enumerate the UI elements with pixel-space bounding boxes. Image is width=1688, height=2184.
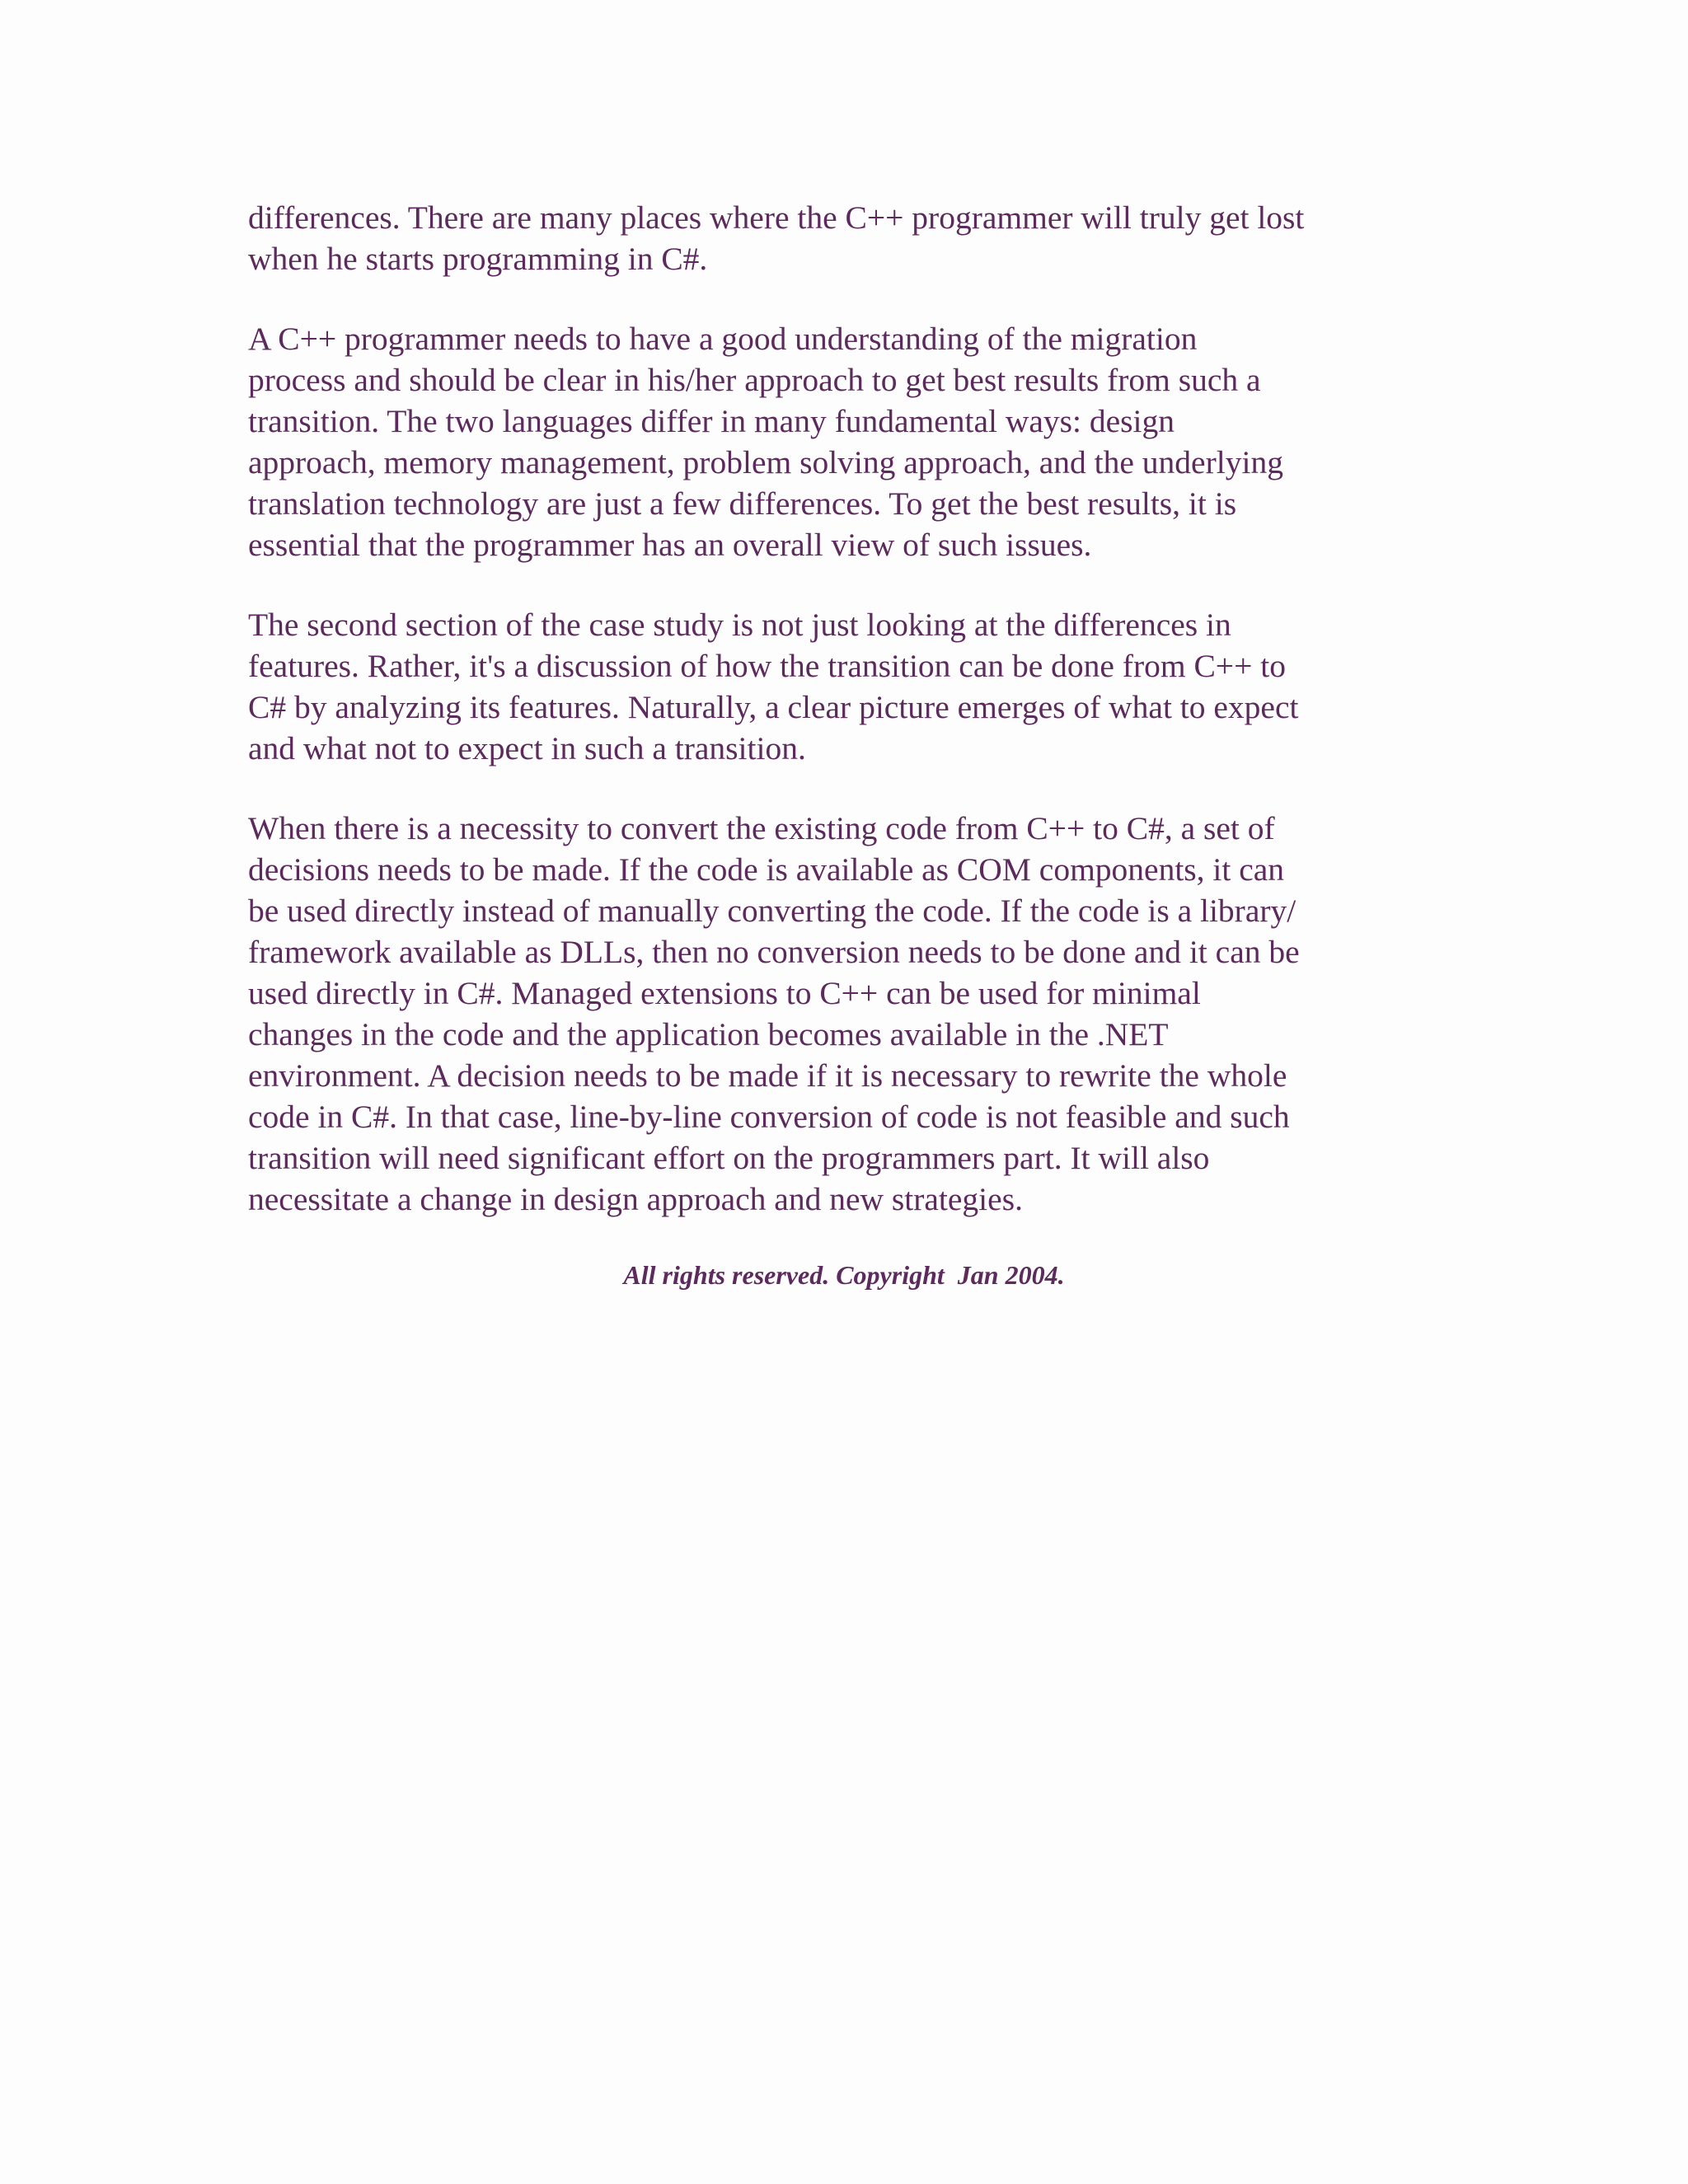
text-line: changes in the code and the application becomes available in the .NET: [248, 1016, 1169, 1052]
text-line: approach, memory management, problem solving approach, and the underlying: [248, 444, 1283, 480]
paragraph-spacer: [248, 565, 1451, 604]
paragraph-3: [248, 604, 1451, 769]
text-line: be used directly instead of manually converting the code. If the code is a library/: [248, 893, 1296, 929]
paragraph-2: [248, 318, 1451, 565]
paragraph-spacer: [248, 769, 1451, 808]
text-line: environment. A decision needs to be made if it is necessary to rewrite the whole: [248, 1057, 1287, 1094]
text-line: C# by analyzing its features. Naturally, a clear picture emerges of what to expect: [248, 689, 1299, 725]
text-line: decisions needs to be made. If the code is available as COM components, it can: [248, 851, 1285, 888]
copyright-footer: All rights reserved. Copyright Jan 2004.: [623, 1260, 1065, 1290]
paragraph-4: [248, 808, 1451, 1220]
document-body: [248, 197, 1451, 1220]
text-line: features. Rather, it's a discussion of how the transition can be done from C++ to: [248, 648, 1286, 684]
text-line: A C++ programmer needs to have a good understanding of the migration: [248, 321, 1198, 357]
text-line: differences. There are many places where the C++ programmer will truly get lost: [248, 199, 1305, 236]
text-line: The second section of the case study is not just looking at the differences in: [248, 607, 1231, 643]
paragraph-spacer: [248, 279, 1451, 318]
text-line: essential that the programmer has an overall view of such issues.: [248, 527, 1092, 563]
text-line: transition. The two languages differ in many fundamental ways: design: [248, 403, 1175, 439]
text-line: code in C#. In that case, line-by-line conversion of code is not feasible and such: [248, 1099, 1290, 1135]
text-line: used directly in C#. Managed extensions to C++ can be used for minimal: [248, 975, 1201, 1011]
text-line: and what not to expect in such a transition.: [248, 730, 806, 766]
text-line: framework available as DLLs, then no conversion needs to be done and it can be: [248, 934, 1300, 970]
text-line: when he starts programming in C#.: [248, 241, 708, 277]
text-line: process and should be clear in his/her approach to get best results from such a: [248, 362, 1261, 398]
text-line: translation technology are just a few differences. To get the best results, it is: [248, 485, 1237, 522]
text-line: When there is a necessity to convert the existing code from C++ to C#, a set of: [248, 810, 1275, 846]
text-line: necessitate a change in design approach and new strategies.: [248, 1181, 1023, 1217]
text-line: transition will need significant effort on the programmers part. It will also: [248, 1140, 1210, 1176]
paragraph-1: [248, 197, 1451, 279]
